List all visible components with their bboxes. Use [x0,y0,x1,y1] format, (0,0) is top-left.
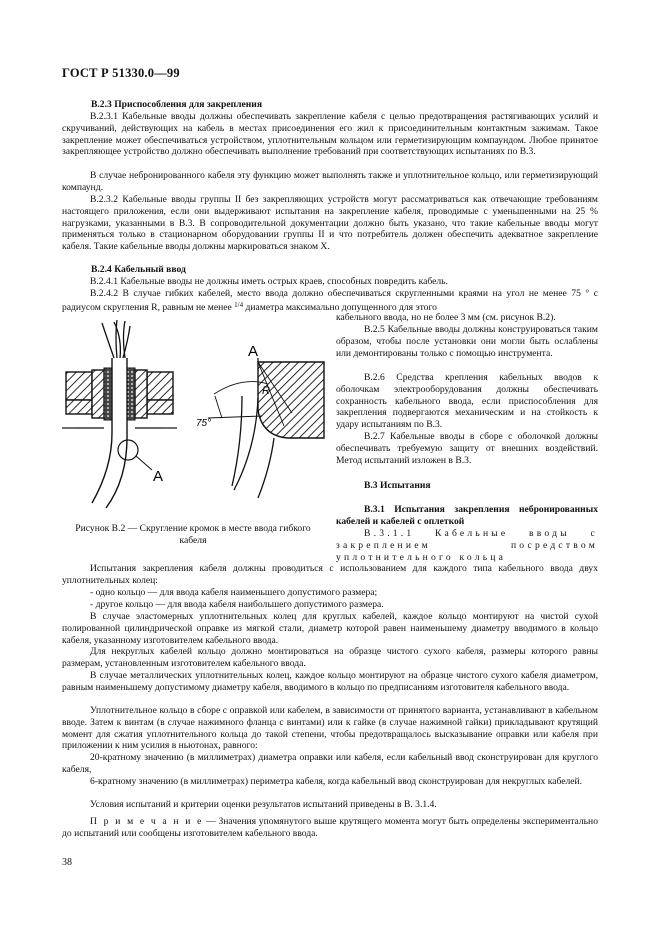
paragraph-b241: В.2.4.1 Кабельные вводы не должны иметь острых краев, способных повредить кабель. [90,276,448,287]
radius-label: R [262,385,270,397]
angle-label: 75° [196,418,212,429]
detail-a-body [258,358,324,438]
paragraph-b27: В.2.7 Кабельные вводы в сборе с оболочкой должны обеспечивать требуемую защиту от внешних воздействий. Метод испытаний изложен в В.3. [336,431,598,466]
paragraph-6x: 6-кратному значению (в миллиметрах) периметра кабеля, когда кабельный ввод сконструирован для некруглых кабелей. [90,776,583,787]
list-item-smallest: - одно кольцо — для ввода кабеля наименьшего допустимого размера; [90,587,378,598]
b242-text-b: диаметра максимально допущенного для этого [243,301,437,313]
section-title-b31: В.3.1 Испытания закрепления небронированных кабелей и кабелей с оплеткой [336,504,598,527]
paragraph-b25: В.2.5 Кабельные вводы должны конструироваться таким образом, чтобы после установки они могли быть ослаблены или демонтированы только с помощью инструмента. [336,324,598,359]
paragraph-metal-rings: В случае металлических уплотнительных колец, каждое кольцо монтируют на образце чистого сухого кабеля диаметром, равным наименьшему допустимому диаметру кабеля, вводимого в кольцо по предписаниям изготовителя кабельного ввода. [62,670,598,693]
b242-text-a: В.2.4.2 В случае гибких кабелей, место ввода должно обеспечиваться скругленными краями на угол не менее 75 ° с радиусом скругления R, равным не менее [62,288,598,313]
figure-b2-drawing [62,318,332,523]
paragraph-b3-intro: Испытания закрепления кабеля должны проводиться с использованием для каждого типа кабельного ввода двух уплотнительных колец: [62,563,598,586]
note-text: — Значения упомянутого выше крутящего момента могут быть определены экспериментально до испытаний или сообщены изготовителем кабельного ввода. [62,816,598,839]
paragraph-b232: В.2.3.2 Кабельные вводы группы II без закрепляющих устройств могут рассматриваться как отвечающие требованиям настоящего приложения, если они выдерживают испытания на закрепление кабеля, проводимые с уменьшенными на 25 % нагрузками, указанными в В.3. В сопроводительной документации должно быть указано, что такие кабельные вводы могут применяться только в стационарном оборудовании группы II и что потребитель должен обеспечить адекватное закрепление кабеля. Такие кабельные вводы должны маркироваться знаком X. [62,194,598,253]
paragraph-b231-note: В случае небронированного кабеля эту функцию может выполнять также и уплотнительное кольцо, или герметизирующий компаунд. [62,170,598,193]
detail-label-a-right: A [248,343,259,360]
sealing-ring [104,368,135,420]
note-label: П р и м е ч а н и е [90,816,204,827]
paragraph-torque: Уплотнительное кольцо в сборе с оправкой или кабелем, в зависимости от принятого варианта, устанавливают в кабельном вводе. Затем к винтам (в случае нажимного фланца с винтами) или к гайке (в случае нажимной гайки) прикладывают крутящий момент для сжатия уплотнительного кольца до такой степени, чтобы предотвращалось высказывание оправки или кабеля при приложении к ним усилия в ньютонах, равного: [62,705,598,752]
note [62,816,598,840]
page-number: 38 [62,857,72,868]
section-title-b24: В.2.4 Кабельный ввод [91,264,186,275]
paragraph-20x: 20-кратному значению (в миллиметрах) диаметра оправки или кабеля, если кабельный ввод сконструирован для круглого кабеля, [62,752,598,775]
paragraph-elastomer-rings: В случае эластомерных уплотнительных колец для круглых кабелей, каждое кольцо монтируют на чистой сухой полированной цилиндрической оправке из мягкой стали, диаметр которой равен наименьшему диаметру вводимого в кольцо кабеля, указанному изготовителем кабельного ввода. [62,611,598,646]
gland-body [66,370,173,418]
paragraph-b231: В.2.3.1 Кабельные вводы должны обеспечивать закрепление кабеля с целью предотвращения растягивающих усилий и скручиваний, действующих на кабель в местах присоединения его жил к присоединительным контактным зажимам. Такое закрепление может обеспечиваться устройством, уплотнительным кольцом или герметизирующим компаундом. Любое принятое закрепляющее устройство должно обеспечивать выполнение требований при соответствующих испытаниях по В.3. [62,111,598,158]
paragraph-noncircular: Для некруглых кабелей кольцо должно монтироваться на образце чистого сухого кабеля, размеры которого равны размерам, установленным изготовителем кабельного ввода. [62,646,598,669]
detail-label-a-left: A [153,468,164,485]
figure-caption: Рисунок В.2 — Скругление кромок в месте ввода гибкого кабеля [75,523,311,546]
paragraph-b26: В.2.6 Средства крепления кабельных вводов к оболочкам электрооборудования должны обеспечивать сохранность кабельного ввода, если приспособления для закрепления подвергаются механическим и на стойкость к удару испытаниям по В.3. [336,372,598,431]
section-title-b311: В.3.1.1 Кабельные вводы с закреплением посредством уплотнительного кольца [336,528,598,563]
detail-circle [118,440,138,460]
document-header: ГОСТ Р 51330.0—99 [62,66,180,80]
list-item-largest: - другое кольцо — для ввода кабеля наибольшего допустимого размера. [90,599,384,610]
section-title-b3: В.3 Испытания [364,480,431,491]
paragraph-b242-cont: кабельного ввода, но не более 3 мм (см. рисунок В.2). [336,312,556,323]
paragraph-conditions: Условия испытаний и критерии оценки результатов испытаний приведены в В. 3.1.4. [90,799,437,810]
paragraph-b242 [62,288,598,314]
b242-fraction: 1/4 [234,300,244,309]
section-title-b23: В.2.3 Приспособления для закрепления [91,99,263,110]
